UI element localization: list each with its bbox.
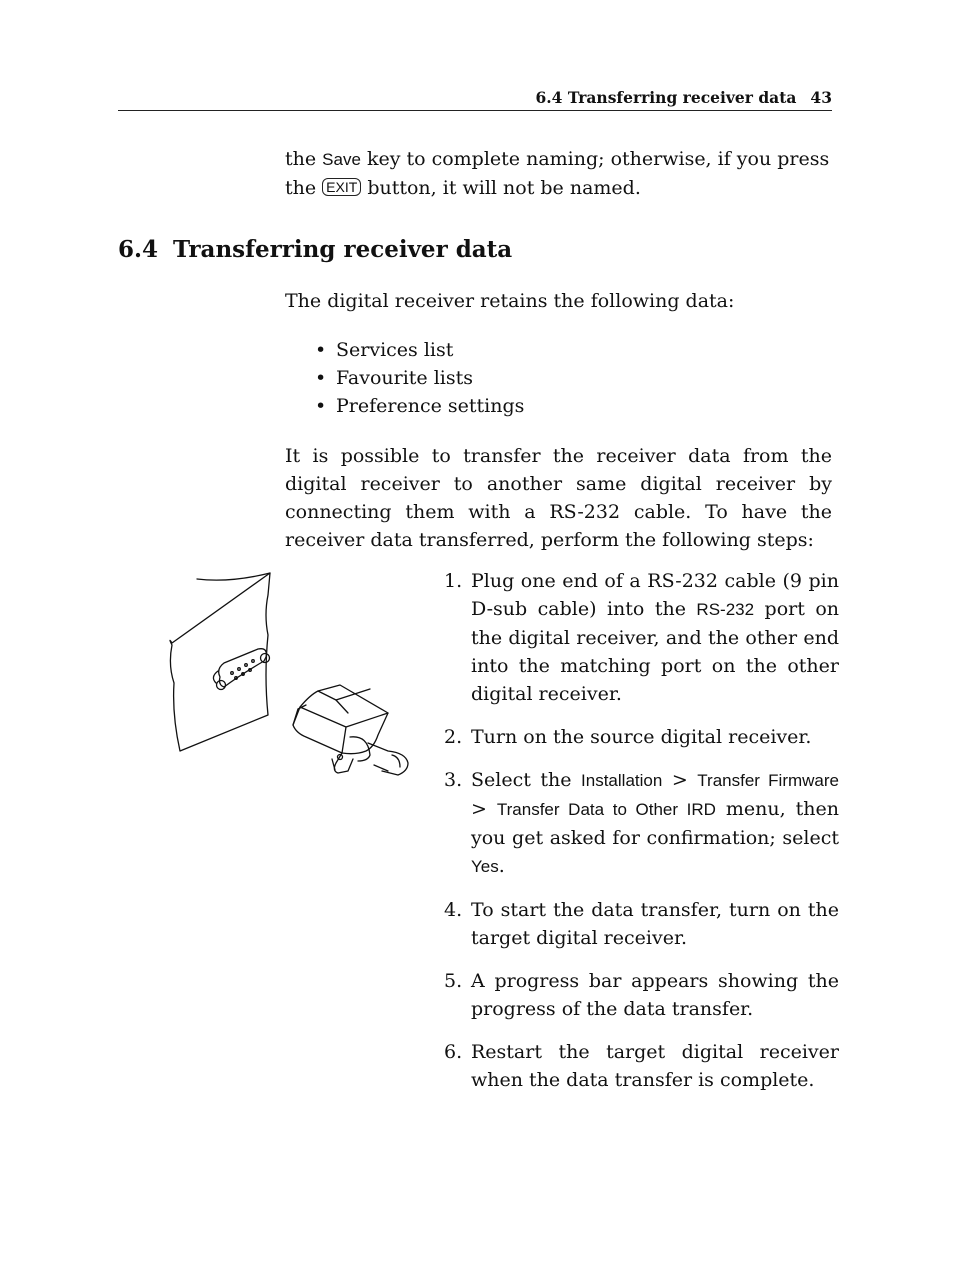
rs232-port-label: RS-232 bbox=[696, 600, 755, 619]
menu-separator: > bbox=[471, 798, 497, 820]
step-text: To start the data transfer, turn on the target digital receiver. bbox=[471, 899, 839, 949]
step-text: Select the bbox=[471, 769, 582, 791]
step-number: 4. bbox=[444, 899, 463, 921]
menu-separator: > bbox=[662, 769, 698, 791]
header-text bbox=[535, 88, 832, 107]
page-number: 43 bbox=[810, 88, 832, 107]
menu-transfer-firmware: Transfer Firmware bbox=[697, 771, 840, 790]
section-heading bbox=[118, 236, 512, 263]
intro-text-2: key to complete naming; otherwise, if you press the bbox=[285, 148, 830, 199]
list-item bbox=[444, 766, 839, 881]
list-item bbox=[444, 1038, 839, 1094]
steps-list bbox=[444, 567, 839, 1109]
step-text: Restart the target digital receiver when the data transfer is complete. bbox=[471, 1041, 839, 1091]
list-item bbox=[444, 967, 839, 1023]
list-item: • Favourite lists bbox=[315, 364, 524, 392]
data-list bbox=[315, 336, 524, 420]
list-item bbox=[444, 567, 839, 708]
menu-transfer-data: Transfer Data to Other IRD bbox=[496, 800, 716, 819]
step-number: 1. bbox=[444, 570, 463, 592]
transfer-paragraph: It is possible to transfer the receiver data from the digital receiver to another same digital receiver by connecting them with a RS-232 cable. To have the receiver data transferred, perform the following steps: bbox=[285, 445, 832, 551]
intro-text-1: the bbox=[285, 148, 323, 170]
intro-paragraph bbox=[285, 145, 835, 203]
yes-option: Yes bbox=[471, 857, 499, 876]
exit-key-label: EXIT bbox=[322, 178, 361, 196]
header-section-title: 6.4 Transferring receiver data bbox=[535, 88, 797, 107]
retains-paragraph: The digital receiver retains the following data: bbox=[285, 290, 735, 312]
step-text: port on the digital receiver, and the other end into the matching port on the other digital receiver. bbox=[471, 598, 840, 705]
menu-installation: Installation bbox=[581, 771, 663, 790]
running-header bbox=[118, 86, 832, 111]
section-number: 6.4 bbox=[118, 236, 159, 263]
step-text: Plug one end of a RS-232 cable (9 pin D-sub cable) into the bbox=[471, 570, 839, 620]
step-number: 3. bbox=[444, 769, 463, 791]
list-item bbox=[444, 896, 839, 952]
rs232-connector-illustration bbox=[160, 565, 430, 795]
list-item: • Services list bbox=[315, 336, 524, 364]
list-item bbox=[444, 723, 839, 751]
step-number: 6. bbox=[444, 1041, 463, 1063]
save-key-label: Save bbox=[322, 150, 361, 169]
step-text: menu, then you get asked for confirmation; select bbox=[471, 798, 839, 849]
step-number: 2. bbox=[444, 726, 463, 748]
step-text: Turn on the source digital receiver. bbox=[471, 726, 812, 748]
step-text: A progress bar appears showing the progress of the data transfer. bbox=[471, 970, 839, 1020]
section-title: Transferring receiver data bbox=[173, 236, 513, 263]
intro-text-3: button, it will not be named. bbox=[361, 177, 641, 199]
list-item: • Preference settings bbox=[315, 392, 524, 420]
step-text: . bbox=[498, 855, 505, 877]
step-number: 5. bbox=[444, 970, 463, 992]
